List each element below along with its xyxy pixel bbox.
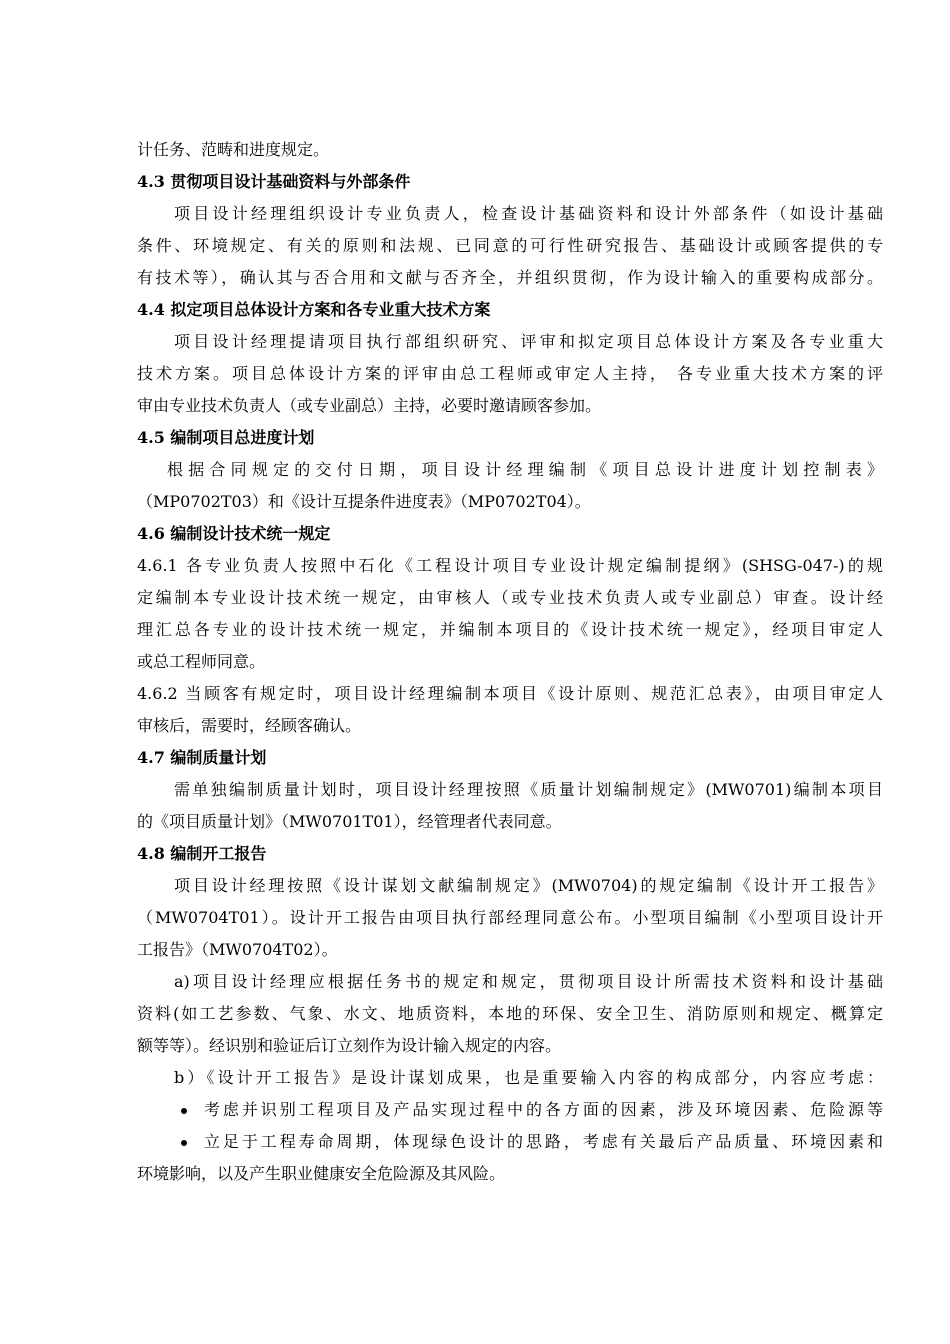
paragraph-line: 4.6.1 各专业负责人按照中石化《工程设计项目专业设计规定编制提纲》(SHSG-047-)的规 bbox=[137, 556, 883, 575]
bullet-text: 立足于工程寿命周期，体现绿色设计的思路，考虑有关最后产品质量、环境因素和 bbox=[201, 1132, 883, 1151]
section-heading-4-4: 4.4 拟定项目总体设计方案和各专业重大技术方案 bbox=[137, 300, 491, 319]
bullet-text: 考虑并识别工程项目及产品实现过程中的各方面的因素，涉及环境因素、危险源等 bbox=[201, 1100, 883, 1119]
paragraph-line: 额等等）。经识别和验证后订立刻作为设计输入规定的内容。 bbox=[137, 1036, 562, 1055]
section-heading-4-6: 4.6 编制设计技术统一规定 bbox=[137, 524, 331, 543]
paragraph-line: 4.6.2 当顾客有规定时，项目设计经理编制本项目《设计原则、规范汇总表》，由项目审定人 bbox=[137, 684, 883, 703]
section-heading-4-5: 4.5 编制项目总进度计划 bbox=[137, 428, 315, 447]
paragraph-line: （MW0704T01）。设计开工报告由项目执行部经理同意公布。小型项目编制《小型项目设计开 bbox=[137, 908, 883, 927]
document-page bbox=[137, 134, 883, 1190]
paragraph-line: 工报告》（MW0704T02）。 bbox=[137, 940, 338, 959]
list-item-b: b）《设计开工报告》是设计谋划成果，也是重要输入内容的构成部分，内容应考虑： bbox=[174, 1068, 883, 1087]
section-heading-4-8: 4.8 编制开工报告 bbox=[137, 844, 267, 863]
paragraph-line: 项目设计经理按照《设计谋划文献编制规定》(MW0704)的规定编制《设计开工报告》 bbox=[174, 876, 883, 895]
bullet-item bbox=[137, 1094, 883, 1126]
bullet-icon bbox=[181, 1108, 187, 1114]
paragraph-line: 项目设计经理提请项目执行部组织研究、评审和拟定项目总体设计方案及各专业重大 bbox=[174, 332, 883, 351]
list-item-a: a)项目设计经理应根据任务书的规定和规定，贯彻项目设计所需技术资料和设计基础 bbox=[174, 972, 883, 991]
paragraph-line: 项目设计经理组织设计专业负责人，检查设计基础资料和设计外部条件（如设计基础 bbox=[174, 204, 883, 223]
paragraph-line: 的《项目质量计划》（MW0701T01），经管理者代表同意。 bbox=[137, 812, 562, 831]
section-heading-4-3: 4.3 贯彻项目设计基础资料与外部条件 bbox=[137, 172, 411, 191]
paragraph-line: 审由专业技术负责人（或专业副总）主持，必要时邀请顾客参加。 bbox=[137, 396, 602, 415]
paragraph-line: 有技术等），确认其与否合用和文献与否齐全，并组织贯彻，作为设计输入的重要构成部分。 bbox=[137, 268, 883, 287]
bullet-icon bbox=[181, 1140, 187, 1146]
paragraph-line: 计任务、范畴和进度规定。 bbox=[137, 140, 330, 159]
bullet-item bbox=[137, 1126, 883, 1158]
paragraph-line: （MP0702T03）和《设计互提条件进度表》（MP0702T04）。 bbox=[137, 492, 591, 511]
section-heading-4-7: 4.7 编制质量计划 bbox=[137, 748, 267, 767]
paragraph-line: 定编制本专业设计技术统一规定，由审核人（或专业技术负责人或专业副总）审查。设计经 bbox=[137, 588, 883, 607]
paragraph-line: 需单独编制质量计划时，项目设计经理按照《质量计划编制规定》(MW0701)编制本项目 bbox=[174, 780, 883, 799]
paragraph-line: 根据合同规定的交付日期，项目设计经理编制《项目总设计进度计划控制表》 bbox=[167, 460, 883, 479]
paragraph-line: 技术方案。项目总体设计方案的评审由总工程师或审定人主持， 各专业重大技术方案的评 bbox=[137, 364, 883, 383]
paragraph-line: 理汇总各专业的设计技术统一规定，并编制本项目的《设计技术统一规定》，经项目审定人 bbox=[137, 620, 883, 639]
paragraph-line: 审核后，需要时，经顾客确认。 bbox=[137, 716, 362, 735]
paragraph-line: 环境影响，以及产生职业健康安全危险源及其风险。 bbox=[137, 1164, 506, 1183]
paragraph-line: 或总工程师同意。 bbox=[137, 652, 266, 671]
paragraph-line: 条件、环境规定、有关的原则和法规、已同意的可行性研究报告、基础设计或顾客提供的专 bbox=[137, 236, 883, 255]
paragraph-line: 资料(如工艺参数、气象、水文、地质资料，本地的环保、安全卫生、消防原则和规定、概算定 bbox=[137, 1004, 883, 1023]
